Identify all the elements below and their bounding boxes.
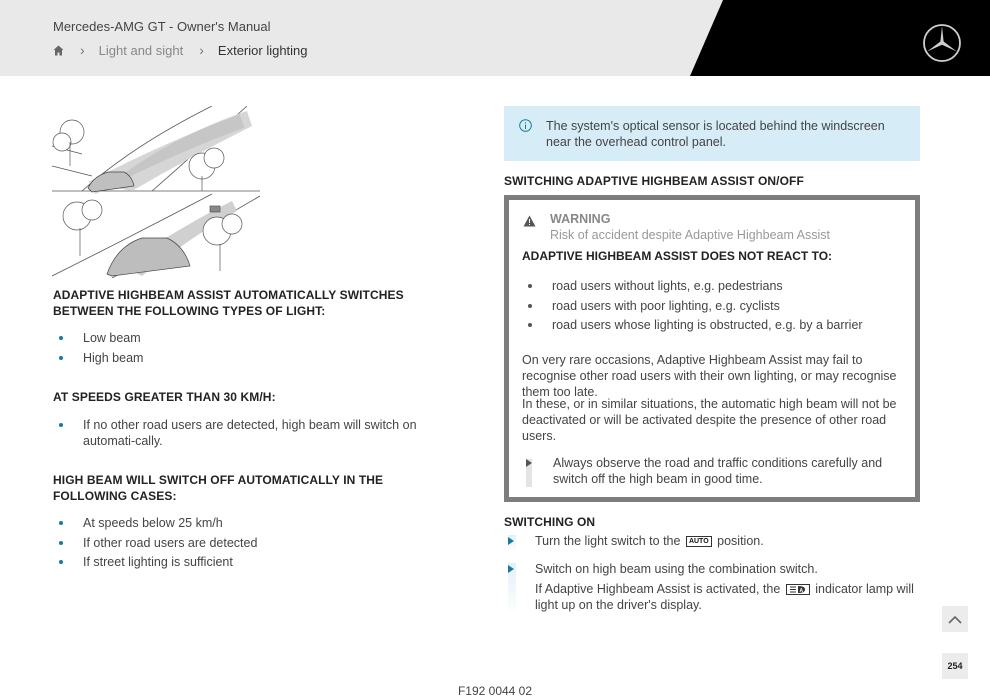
step-text [535, 561, 915, 613]
step-text-after: position. [717, 534, 764, 548]
list-item: road users without lights, e.g. pedestrians [522, 278, 863, 294]
list-item: If other road users are detected [53, 535, 257, 551]
heading-switch-off-cases: HIGH BEAM WILL SWITCH OFF AUTOMATICALLY IN THE FOLLOWING CASES: [53, 473, 384, 503]
mercedes-star-icon[interactable] [922, 23, 962, 63]
list-item: If no other road users are detected, high beam will switch on automati-cally. [53, 417, 463, 449]
manual-title: Mercedes-AMG GT - Owner's Manual [53, 19, 271, 34]
light-types-list [53, 330, 143, 366]
scroll-to-top-button[interactable] [942, 606, 968, 632]
heading-speeds-greater: AT SPEEDS GREATER THAN 30 KM/H: [53, 390, 276, 404]
action-arrow-icon [526, 459, 532, 467]
warning-action-text: Always observe the road and traffic conditions carefully and switch off the high beam in good time. [553, 456, 883, 486]
step-text-before: Turn the light switch to the [535, 534, 681, 548]
home-icon[interactable] [53, 45, 64, 56]
warning-heading: ADAPTIVE HIGHBEAM ASSIST DOES NOT REACT TO: [522, 249, 833, 263]
speed-conditions-list [53, 417, 463, 449]
step-text-before: If Adaptive Highbeam Assist is activated, the [535, 582, 781, 596]
warning-paragraph: In these, or in similar situations, the automatic high beam will not be deactivated or will be activated despite the presence of other road users. [522, 397, 897, 443]
breadcrumb-link-light-and-sight[interactable]: Light and sight [98, 42, 184, 58]
warning-title: WARNING [550, 212, 611, 226]
figure-code: F192 0044 02 [457, 684, 533, 698]
heading-switching-on: SWITCHING ON [504, 515, 596, 529]
step-line: Switch on high beam using the combination switch. [535, 562, 818, 576]
breadcrumb [53, 42, 308, 58]
step-line [535, 581, 915, 613]
switch-off-cases-list [53, 515, 257, 570]
list-item: At speeds below 25 km/h [53, 515, 257, 531]
step-arrow-icon [508, 537, 514, 545]
chevron-right-icon: › [80, 42, 85, 58]
step-arrow-icon [508, 565, 514, 573]
chevron-right-icon: › [199, 42, 204, 58]
heading-switches-between: ADAPTIVE HIGHBEAM ASSIST AUTOMATICALLY SWITCHES BETWEEN THE FOLLOWING TYPES OF LIGHT: [53, 288, 404, 318]
warning-subtitle: Risk of accident despite Adaptive Highbeam Assist [550, 228, 831, 242]
warning-paragraph: On very rare occasions, Adaptive Highbeam Assist may fail to recognise other road users with their own lighting, or may recognise them too late. [522, 353, 897, 399]
warning-box [504, 195, 920, 502]
breadcrumb-current: Exterior lighting [217, 42, 308, 58]
step-text-after: indicator lamp will light up on the driver's display. [535, 582, 914, 612]
warning-triangle-icon [523, 215, 536, 227]
list-item: Low beam [53, 330, 143, 346]
info-note [504, 106, 920, 161]
chevron-up-icon [948, 615, 962, 624]
list-item: High beam [53, 350, 143, 366]
svg-text:A: A [799, 588, 803, 595]
auto-position-icon: AUTO [686, 536, 712, 547]
step-text [535, 533, 915, 549]
page-number: 254 [942, 653, 968, 679]
list-item: road users whose lighting is obstructed, e.g. by a barrier [522, 317, 863, 333]
step-turn-light-switch [504, 533, 920, 553]
high-beam-assist-lamp-icon [786, 584, 810, 595]
step-switch-high-beam [504, 561, 920, 617]
info-icon [519, 119, 532, 132]
warning-list [522, 278, 863, 337]
highbeam-illustration [52, 106, 260, 278]
list-item: road users with poor lighting, e.g. cyclists [522, 298, 863, 314]
list-item: If street lighting is sufficient [53, 554, 257, 570]
heading-switching-on-off: SWITCHING ADAPTIVE HIGHBEAM ASSIST ON/OFF [504, 174, 804, 188]
info-text: The system's optical sensor is located behind the windscreen near the overhead control panel. [546, 119, 885, 149]
